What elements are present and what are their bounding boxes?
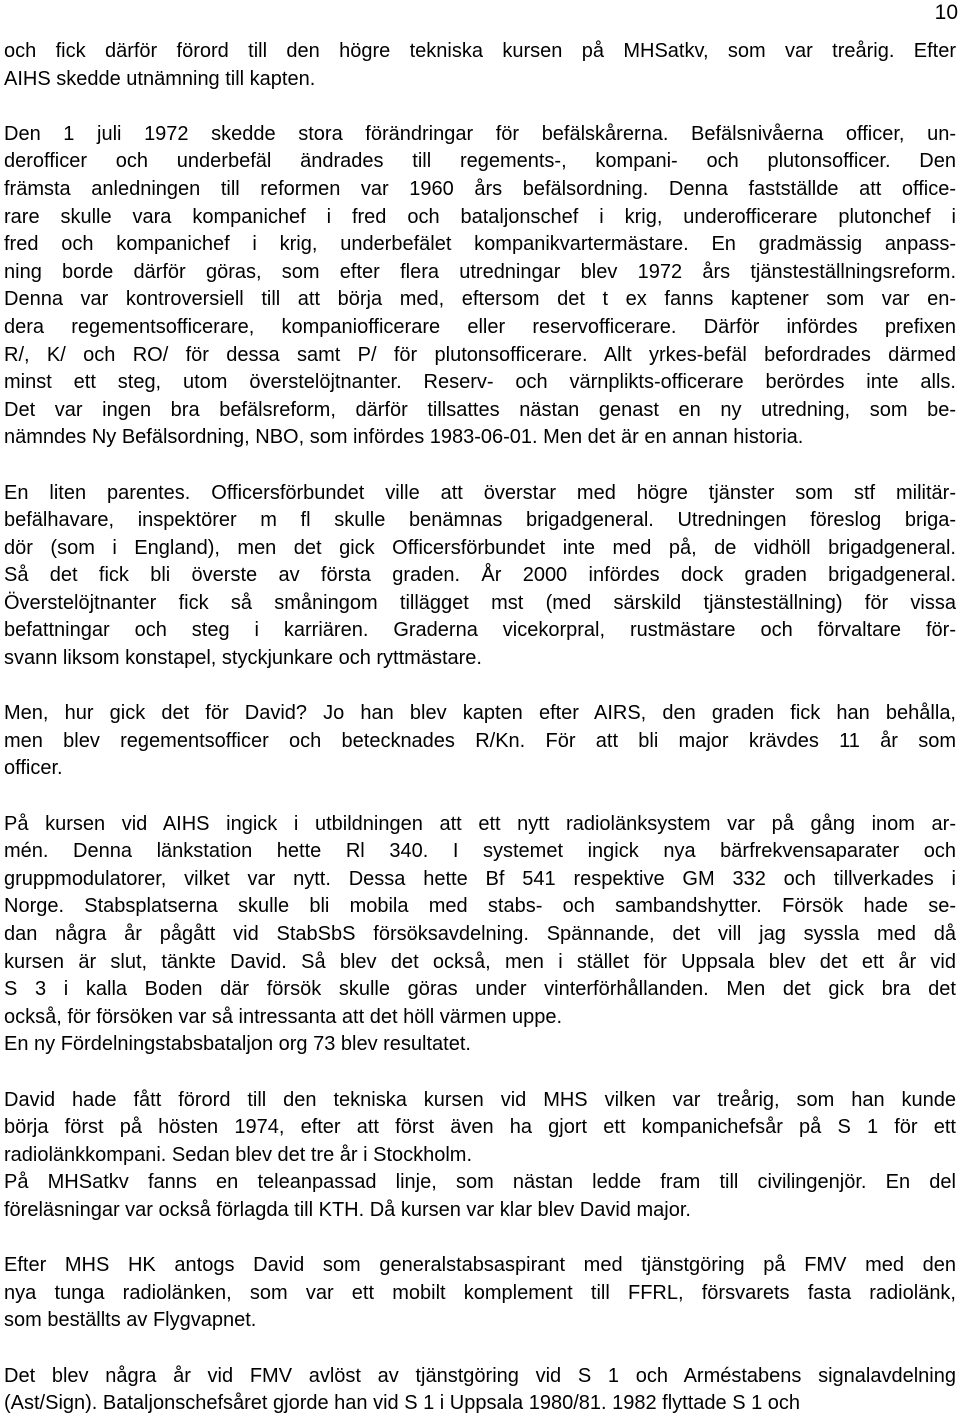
paragraph bbox=[4, 700, 956, 783]
text-line: som beställts av Flygvapnet. bbox=[4, 1309, 257, 1332]
text-line: AIHS skedde utnämning till kapten. bbox=[4, 67, 316, 90]
paragraph bbox=[4, 811, 956, 1059]
text-line: minst ett steg, utom överstelöjtnanter. Reserv- och värnplikts-officerare berördes inte alls. bbox=[4, 371, 956, 394]
text-line: (Ast/Sign). Bataljonschefsåret gjorde han vid S 1 i Uppsala 1980/81. 1982 flyttade S 1 och bbox=[4, 1392, 801, 1415]
text-line: kursen är slut, tänkte David. Så blev det också, men i stället för Uppsala blev det ett år vid bbox=[4, 950, 956, 973]
text-line: föreläsningar var också förlagda till KTH. Då kursen var klar blev David major. bbox=[4, 1198, 691, 1221]
text-line: dör (som i England), men det gick Officersförbundet inte med på, de vidhöll brigadgeneral. bbox=[4, 536, 956, 559]
text-line: Efter MHS HK antogs David som generalstabsaspirant med tjänstgöring på FMV med den bbox=[4, 1254, 956, 1277]
text-line: derofficer och underbefäl ändrades till regements-, kompani- och plutonsofficer. Den bbox=[4, 150, 956, 173]
text-line: Det blev några år vid FMV avlöst av tjänstgöring vid S 1 och Arméstabens signalavdelning bbox=[4, 1364, 956, 1387]
text-line: börja först på hösten 1974, efter att först även ha gjort ett kompanichefsår på S 1 för ett bbox=[4, 1116, 956, 1139]
text-line: radiolänkkompani. Sedan blev det tre år i Stockholm. bbox=[4, 1143, 473, 1166]
text-line: främsta anledningen till reformen var 1960 års befälsordning. Denna fastställde att office- bbox=[4, 177, 956, 200]
text-line: David hade fått förord till den tekniska kursen vid MHS vilken var treårig, som han kunde bbox=[4, 1088, 956, 1111]
text-line: Det var ingen bra befälsreform, därför tillsattes nästan genast en ny utredning, som be- bbox=[4, 398, 956, 421]
text-line: Men, hur gick det för David? Jo han blev kapten efter AIRS, den graden fick han behålla, bbox=[4, 702, 956, 725]
text-line: ning borde därför göras, som efter flera utredningar blev 1972 års tjänsteställningsreform. bbox=[4, 260, 956, 283]
text-line: gruppmodulatorer, vilket var nytt. Dessa hette Bf 541 respektive GM 332 och tillverkades i bbox=[4, 867, 956, 890]
document-body bbox=[4, 38, 956, 1418]
text-line: befattningar och steg i karriären. Graderna vicekorpral, rustmästare och förvaltare för- bbox=[4, 619, 956, 642]
paragraph bbox=[4, 1363, 956, 1418]
text-line: På kursen vid AIHS ingick i utbildningen att ett nytt radiolänksystem var på gång inom ar- bbox=[4, 812, 956, 835]
text-line: rare skulle vara kompanichef i fred och bataljonschef i krig, underofficerare plutonchef i bbox=[4, 205, 956, 228]
text-line: Så det fick bli överste av första graden. År 2000 infördes dock graden brigadgeneral. bbox=[4, 564, 956, 587]
text-line: svann liksom konstapel, styckjunkare och ryttmästare. bbox=[4, 647, 482, 670]
text-line: officer. bbox=[4, 757, 63, 780]
text-line: En liten parentes. Officersförbundet ville att överstar med högre tjänster som stf militär- bbox=[4, 481, 956, 504]
text-line: På MHSatkv fanns en teleanpassad linje, som nästan ledde fram till civilingenjör. En del bbox=[4, 1171, 956, 1194]
text-line: och fick därför förord till den högre tekniska kursen på MHSatkv, som var treårig. Efter bbox=[4, 40, 956, 62]
text-line: Den 1 juli 1972 skedde stora förändringar för befälskårerna. Befälsnivåerna officer, un- bbox=[4, 122, 956, 145]
text-line: dera regementsofficerare, kompaniofficerare eller reservofficerare. Därför infördes prefixen bbox=[4, 315, 956, 338]
text-line: En ny Fördelningstabsbataljon org 73 blev resultatet. bbox=[4, 1033, 471, 1056]
paragraph bbox=[4, 1252, 956, 1335]
text-line: fred och kompanichef i krig, underbefälet kompanikvartermästare. En gradmässig anpass- bbox=[4, 233, 956, 256]
text-line: dan några år pågått vid StabSbS försöksavdelning. Spännande, det vill jag syssla med då bbox=[4, 923, 956, 945]
page-number: 10 bbox=[934, 1, 958, 24]
text-line: mén. Denna länkstation hette Rl 340. I systemet ingick nya bärfrekvensaparater och bbox=[4, 840, 956, 863]
text-line: Denna var kontroversiell till att börja med, eftersom det t ex fanns kaptener som var en- bbox=[4, 288, 956, 311]
text-line: men blev regementsofficer och betecknades R/Kn. För att bli major krävdes 11 år som bbox=[4, 729, 956, 752]
text-line: Norge. Stabsplatserna skulle bli mobila med stabs- och sambandshytter. Försök hade se- bbox=[4, 895, 956, 918]
text-line: nya tunga radiolänken, som var ett mobilt komplement till FFRL, försvarets fasta radiolänk, bbox=[4, 1281, 956, 1304]
text-line: befälhavare, inspektörer m fl skulle benämnas brigadgeneral. Utredningen föreslog briga- bbox=[4, 509, 956, 532]
text-line: S 3 i kalla Boden där försök skulle göras under vinterförhållanden. Men det gick bra det bbox=[4, 978, 956, 1001]
text-line: också, för försöken var så intressanta att det höll värmen uppe. bbox=[4, 1005, 563, 1028]
text-line: Överstelöjtnanter fick så småningom tillägget mst (med särskild tjänsteställning) för vissa bbox=[4, 591, 956, 614]
paragraph bbox=[4, 1087, 956, 1225]
text-line: R/, K/ och RO/ för dessa samt P/ för plutonsofficerare. Allt yrkes-befäl befordrades därmed bbox=[4, 343, 956, 366]
paragraph bbox=[4, 121, 956, 452]
paragraph bbox=[4, 480, 956, 673]
paragraph bbox=[4, 38, 956, 93]
text-line: nämndes Ny Befälsordning, NBO, som infördes 1983-06-01. Men det är en annan historia. bbox=[4, 426, 804, 449]
